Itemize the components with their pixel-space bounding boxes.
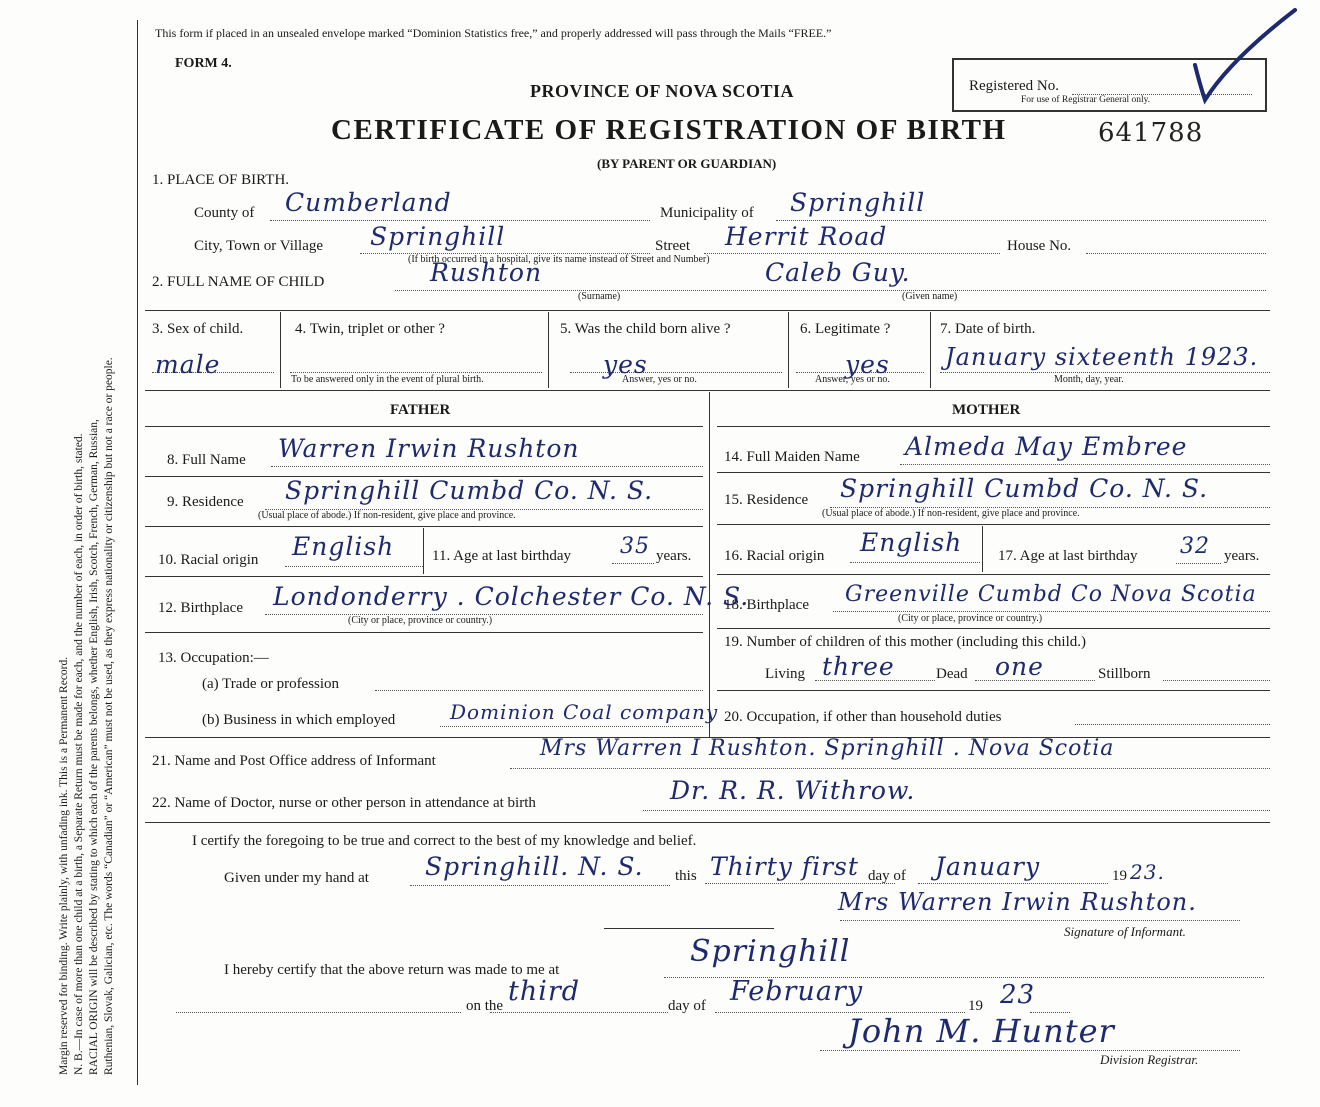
form-number: FORM 4. (175, 56, 232, 71)
given-name-caption: (Given name) (902, 291, 958, 302)
given-under-label: Given under my hand at (224, 870, 369, 886)
father-heading: FATHER (390, 402, 451, 418)
mother-race-value: English (860, 528, 963, 557)
surname-caption: (Surname) (578, 291, 621, 302)
legitimate-label: 6. Legitimate ? (800, 321, 891, 337)
province-title: PROVINCE OF NOVA SCOTIA (530, 81, 795, 101)
this-label: this (675, 868, 697, 884)
father-residence-value: Springhill Cumbd Co. N. S. (285, 476, 654, 505)
dob-value: January sixteenth 1923. (945, 343, 1259, 371)
legitimate-value: yes (845, 350, 890, 379)
mother-years-label: years. (1224, 548, 1260, 564)
mother-age-label: 17. Age at last birthday (998, 548, 1138, 564)
father-race-label: 10. Racial origin (158, 552, 259, 568)
registrar-general-note: For use of Registrar General only. (1021, 95, 1151, 105)
child-surname: Rushton (430, 258, 543, 287)
check-mark-icon (1190, 5, 1300, 105)
registrar-day-value: third (508, 976, 581, 1007)
margin-note-2: N. B.—In case of more than one child at a birth, a Separate Return must be made for each, and the number of each, in order of birth, stated. (73, 433, 85, 1075)
living-value: three (822, 652, 895, 681)
business-label: (b) Business in which employed (202, 712, 396, 728)
registrar-year-prefix: 19 (968, 998, 983, 1014)
father-name-label: 8. Full Name (167, 452, 246, 468)
municipality-label: Municipality of (660, 205, 754, 221)
children-count-label: 19. Number of children of this mother (including this child.) (724, 634, 1087, 650)
mother-residence-label: 15. Residence (724, 492, 809, 508)
certify-statement: I certify the foregoing to be true and correct to the best of my knowledge and belief. (192, 833, 697, 849)
twin-label: 4. Twin, triplet or other ? (295, 321, 445, 337)
legitimate-note: Answer, yes or no. (815, 374, 890, 385)
alive-note: Answer, yes or no. (622, 374, 697, 385)
alive-value: yes (603, 350, 648, 379)
on-the-label: on the (466, 998, 504, 1014)
sex-label: 3. Sex of child. (152, 321, 244, 337)
house-label: House No. (1007, 238, 1072, 254)
father-age-value: 35 (620, 534, 650, 559)
margin-rule (137, 20, 138, 1085)
registrar-year-value: 23 (1000, 980, 1036, 1010)
registrar-statement: I hereby certify that the above return was made to me at (224, 962, 560, 978)
registrar-signature: John M. Hunter (848, 1012, 1115, 1050)
alive-label: 5. Was the child born alive ? (560, 321, 731, 337)
dob-note: Month, day, year. (1054, 374, 1124, 385)
trade-label: (a) Trade or profession (202, 676, 340, 692)
living-label: Living (765, 666, 805, 682)
margin-notes (57, 15, 117, 1075)
city-label: City, Town or Village (194, 238, 324, 254)
county-value: Cumberland (285, 188, 452, 217)
registrar-place-value: Springhill (690, 934, 851, 969)
doctor-label: 22. Name of Doctor, nurse or other person in attendance at birth (152, 795, 536, 811)
father-birthplace-note: (City or place, province or country.) (348, 615, 493, 626)
father-birthplace-value: Londonderry . Colchester Co. N. S. (273, 582, 750, 611)
margin-note-4: Ruthenian, Slovak, Galician, etc. The words “Canadian” or “American” must not be used, as they express nationality or citizenship but not a race or people. (103, 357, 115, 1075)
mother-heading: MOTHER (952, 402, 1021, 418)
mother-birthplace-value: Greenville Cumbd Co Nova Scotia (845, 582, 1257, 607)
certify-month-value: January (935, 852, 1041, 881)
informant-signature-caption: Signature of Informant. (1064, 924, 1186, 939)
twin-note: To be answered only in the event of plural birth. (291, 374, 484, 385)
father-race-value: English (292, 532, 395, 561)
mother-birthplace-label: 18. Birthplace (724, 597, 809, 613)
county-label: County of (194, 205, 255, 221)
certify-year-value: 23. (1130, 860, 1165, 884)
informant-value: Mrs Warren I Rushton. Springhill . Nova Scotia (540, 736, 1115, 761)
child-given-name: Caleb Guy. (765, 258, 911, 287)
mother-name-value: Almeda May Embree (905, 432, 1188, 461)
registrar-caption: Division Registrar. (1100, 1052, 1199, 1067)
father-name-value: Warren Irwin Rushton (278, 434, 580, 463)
mother-occupation-label: 20. Occupation, if other than household duties (724, 709, 1002, 725)
father-residence-label: 9. Residence (167, 494, 244, 510)
margin-note-3: RACIAL ORIGIN will be described by stating to which each of the parents belongs, whether English, Irish, Scotch, French, German, Russian, (88, 419, 100, 1075)
child-name-label: 2. FULL NAME OF CHILD (152, 274, 325, 290)
informant-signature: Mrs Warren Irwin Rushton. (838, 888, 1197, 916)
stillborn-label: Stillborn (1098, 666, 1151, 682)
registered-label: Registered No. (969, 78, 1059, 94)
subtitle: (BY PARENT OR GUARDIAN) (597, 156, 777, 171)
mother-birthplace-note: (City or place, province or country.) (898, 613, 1043, 624)
registrar-day-of-label: day of (668, 998, 706, 1014)
street-label: Street (655, 238, 690, 254)
city-value: Springhill (370, 222, 506, 251)
mother-race-label: 16. Racial origin (724, 548, 825, 564)
mother-residence-note: (Usual place of abode.) If non-resident, give place and province. (822, 508, 1080, 519)
mother-name-label: 14. Full Maiden Name (724, 449, 860, 465)
father-occupation-label: 13. Occupation:— (158, 650, 269, 666)
place-of-birth-heading: 1. PLACE OF BIRTH. (152, 172, 290, 188)
mother-residence-value: Springhill Cumbd Co. N. S. (840, 474, 1209, 503)
certify-day-of-label: day of (868, 868, 906, 884)
dead-label: Dead (936, 666, 968, 682)
father-birthplace-label: 12. Birthplace (158, 600, 243, 616)
margin-note-1: Margin reserved for binding. Write plainly, with unfading ink. This is a Permanent Record. (58, 656, 70, 1075)
street-value: Herrit Road (725, 222, 888, 251)
certify-year-prefix: 19 (1112, 868, 1127, 884)
hospital-note: (If birth occurred in a hospital, give its name instead of Street and Number) (408, 254, 710, 265)
registrar-month-value: February (730, 976, 864, 1007)
doctor-value: Dr. R. R. Withrow. (670, 776, 916, 805)
certify-place-value: Springhill. N. S. (425, 852, 644, 881)
father-residence-note: (Usual place of abode.) If non-resident, give place and province. (258, 510, 516, 521)
business-value: Dominion Coal company (450, 700, 719, 724)
certify-day-value: Thirty first (710, 852, 859, 881)
header-note: This form if placed in an unsealed envelope marked “Dominion Statistics free,” and properly addressed will pass through the Mails “FREE.” (155, 26, 832, 40)
dob-label: 7. Date of birth. (940, 321, 1036, 337)
sex-value: male (155, 350, 221, 379)
certificate-number: 641788 (1098, 118, 1204, 148)
informant-label: 21. Name and Post Office address of Informant (152, 753, 436, 769)
mother-age-value: 32 (1180, 534, 1210, 559)
father-years-label: years. (656, 548, 692, 564)
page-title: CERTIFICATE OF REGISTRATION OF BIRTH (331, 114, 1007, 146)
dead-value: one (995, 652, 1044, 681)
municipality-value: Springhill (790, 188, 926, 217)
father-age-label: 11. Age at last birthday (432, 548, 571, 564)
